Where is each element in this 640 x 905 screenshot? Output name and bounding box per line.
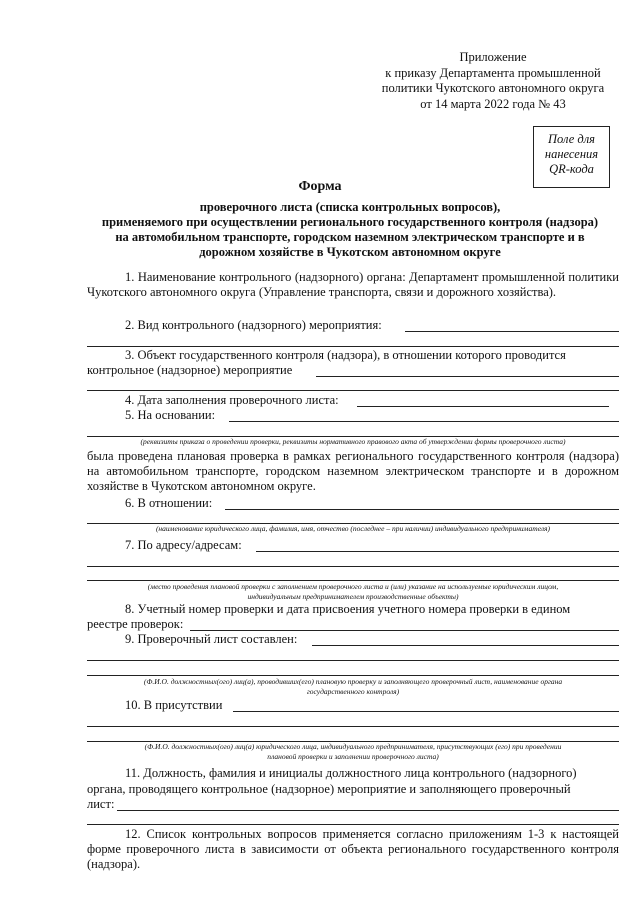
item-2-field[interactable] [405, 331, 619, 332]
appendix-line-4: от 14 марта 2022 года № 43 [420, 96, 566, 111]
item-11-field-extra[interactable] [87, 824, 619, 825]
item-12-text: 12. Список контрольных вопросов применяется согласно приложениям 1-3 к настоящей форме проверочного листа в зависимости от объекта регионального государственного контроля (надзора). [87, 827, 619, 871]
item-5-field[interactable] [229, 421, 619, 422]
form-subtitle [70, 200, 630, 260]
item-10-hint [87, 742, 619, 762]
item-5-conclusion: была проведена плановая проверка в рамках регионального государственного контроля (надзора) на автомобильном транспорте, городском наземном электрическом транспорте и в дорожном хозяйстве в Чукотском автономном округе. [87, 449, 619, 493]
qr-label-1: Поле для [548, 132, 595, 146]
item-11-label-cont: органа, проводящего контрольное (надзорное) мероприятие и заполняющего проверочный [87, 782, 571, 796]
item-7-label: 7. По адресу/адресам: [125, 538, 242, 552]
item-6-label: 6. В отношении: [125, 496, 213, 510]
item-7-hint [87, 582, 619, 602]
item-7-hint-line-1: (место проведения плановой проверки с заполнением проверочного листа и (или) указание на используемые юридическим лицом, [147, 582, 559, 591]
appendix-line-3: политики Чукотского автономного округа [381, 81, 605, 95]
item-9-field-extra-2[interactable] [87, 675, 619, 676]
item-3-label: 3. Объект государственного контроля (надзора), в отношении которого проводится [125, 348, 566, 362]
item-11-field[interactable] [117, 810, 619, 811]
item-8-label: 8. Учетный номер проверки и дата присвоения учетного номера проверки в едином [125, 602, 571, 616]
item-7-field-extra-1[interactable] [87, 566, 619, 567]
appendix-line-1: Приложение [459, 50, 527, 64]
item-2-field-extra[interactable] [87, 346, 619, 347]
item-10-field[interactable] [233, 711, 619, 712]
item-9-label: 9. Проверочный лист составлен: [125, 632, 298, 646]
item-5-hint: (реквизиты приказа о проведении проверки, реквизиты нормативного правового акта об утверждении формы проверочного листа) [140, 437, 566, 446]
item-9-field[interactable] [312, 645, 619, 646]
subtitle-line-4: дорожном хозяйстве в Чукотском автономном округе [199, 245, 501, 259]
item-5-label: 5. На основании: [125, 408, 216, 422]
item-10-field-extra-1[interactable] [87, 726, 619, 727]
qr-label-2: нанесения [544, 147, 599, 161]
item-8-field[interactable] [190, 630, 619, 631]
item-4-label: 4. Дата заполнения проверочного листа: [125, 393, 339, 407]
item-9-hint [87, 677, 619, 697]
form-title: Форма [298, 179, 342, 194]
appendix-line-2: к приказу Департамента промышленной [385, 65, 601, 80]
item-4-date-field[interactable] [357, 406, 609, 407]
qr-label-3: QR-кода [549, 162, 594, 176]
subtitle-line-3: на автомобильном транспорте, городском наземном электрическом транспорте и в [115, 230, 585, 244]
item-2-label: 2. Вид контрольного (надзорного) мероприятия: [125, 318, 382, 332]
item-10-hint-line-2: плановой проверки и заполнении проверочного листа) [267, 752, 439, 761]
item-9-field-extra-1[interactable] [87, 660, 619, 661]
item-1-text: 1. Наименование контрольного (надзорного) органа: Департамент промышленной политики Чукотского автономного округа (Управление транспорта, связи и дорожного хозяйства). [87, 270, 619, 299]
item-11-label: 11. Должность, фамилия и инициалы должностного лица контрольного (надзорного) [125, 766, 577, 780]
item-6-hint: (наименование юридического лица, фамилия, имя, отчество (последнее – при наличии) индивидуального предпринимателя) [155, 524, 551, 533]
item-9-hint-line-1: (Ф.И.О. должностных(ого) лиц(а), проводивших(его) плановую проверку и заполняющего проверочный лист, наименование органа [143, 677, 563, 686]
item-8-label-cont: реестре проверок: [87, 617, 184, 631]
item-3-label-cont: контрольное (надзорное) мероприятие [87, 363, 293, 377]
item-11-label-end: лист: [87, 797, 115, 811]
appendix-header [358, 50, 628, 112]
item-10-hint-line-1: (Ф.И.О. должностных(ого) лиц(а) юридического лица, индивидуального предпринимателя, присутствующих (его) при проведении [144, 742, 562, 751]
item-7-field[interactable] [256, 551, 619, 552]
item-10-label: 10. В присутствии [125, 698, 223, 712]
item-7-hint-line-2: индивидуальным предпринимателем производственные объекты) [247, 592, 459, 601]
item-3-field[interactable] [316, 376, 619, 377]
item-7-field-extra-2[interactable] [87, 580, 619, 581]
subtitle-line-1: проверочного листа (списка контрольных вопросов), [199, 200, 501, 214]
item-9-hint-line-2: государственного контроля) [306, 687, 400, 696]
subtitle-line-2: применяемого при осуществлении регионального государственного контроля (надзора) [101, 215, 599, 229]
item-6-field[interactable] [225, 509, 619, 510]
item-3-field-extra[interactable] [87, 390, 619, 391]
